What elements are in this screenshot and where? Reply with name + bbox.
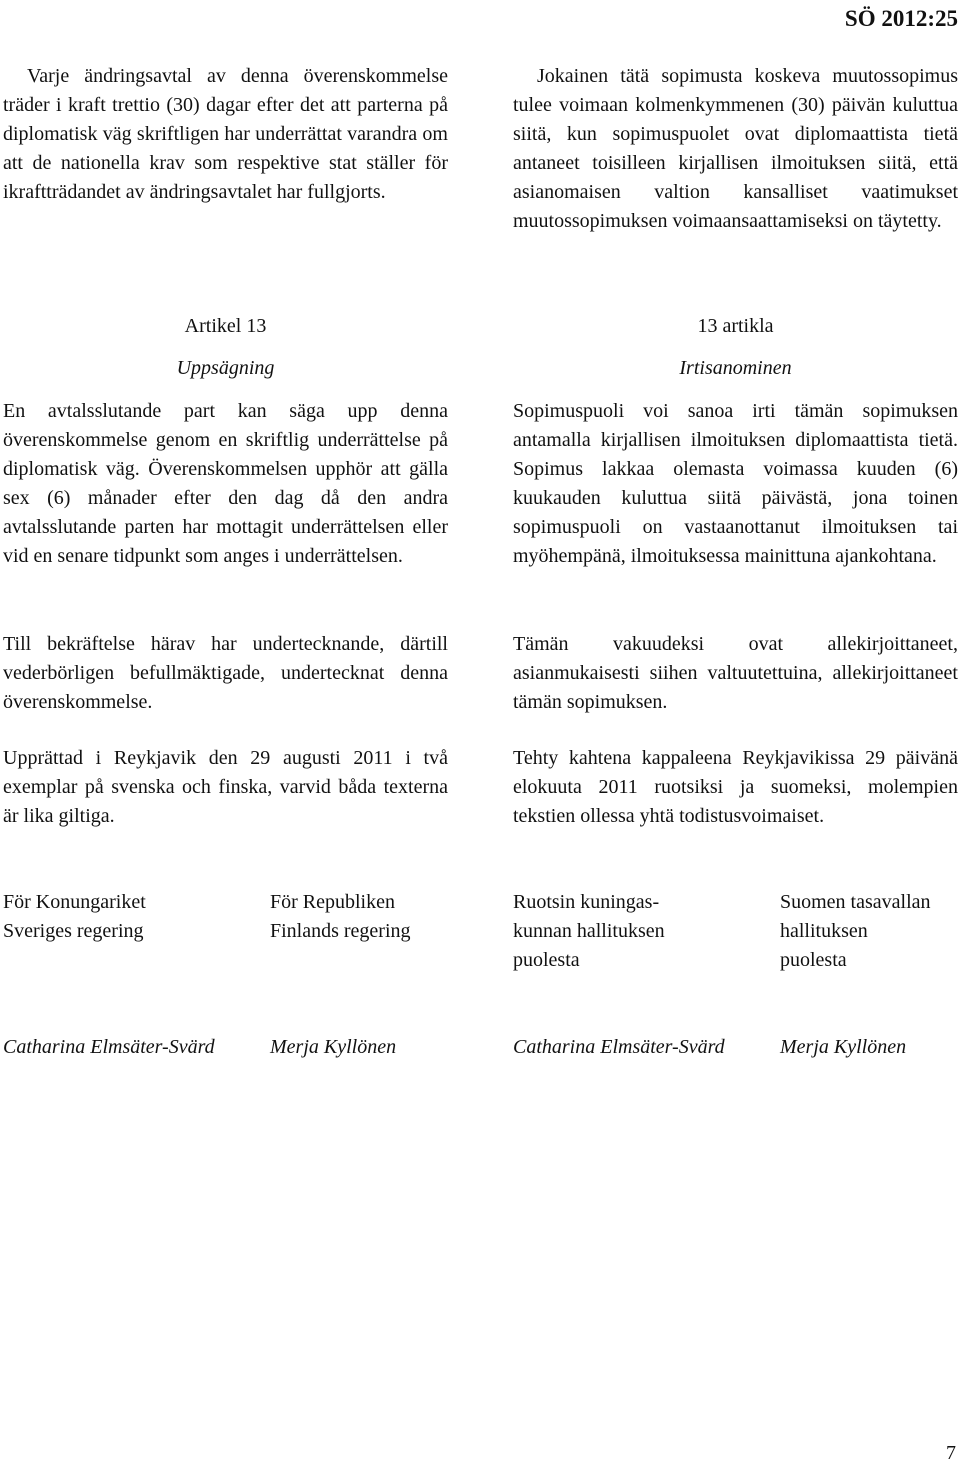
signatory-line: För Konungariket <box>3 891 146 913</box>
signer-name-sweden: Catharina Elmsäter-Svärd <box>513 1036 725 1058</box>
finnish-signatory-sweden <box>513 888 768 975</box>
signatory-line: puolesta <box>513 949 580 971</box>
swedish-article-title: Artikel 13 <box>184 315 267 337</box>
signatory-line: puolesta <box>780 949 847 971</box>
signatory-line: För Republiken <box>270 891 395 913</box>
signatory-line: Finlands regering <box>270 920 411 942</box>
swedish-article-subtitle: Uppsägning <box>176 357 275 379</box>
signatory-line: Sveriges regering <box>3 920 144 942</box>
document-reference: SÖ 2012:25 <box>844 6 958 31</box>
swedish-done-at-paragraph: Upprättad i Reykjavik den 29 augusti 2011 i två exemplar på svenska och finska, varvid båda texterna är lika giltiga. <box>3 747 448 827</box>
page-number: 7 <box>946 1442 956 1464</box>
signer-name-finland: Merja Kyllönen <box>270 1036 397 1058</box>
swedish-signatory-finland <box>270 888 470 946</box>
swedish-intro-paragraph: Varje ändringsavtal av denna överenskommelse träder i kraft trettio (30) dagar efter det att parterna på diplomatisk väg skriftligen har underrättat varandra om att de nationella krav som respektive stat ställer för ikraftträdandet av ändringsavtalet har fullgjorts. <box>3 65 448 203</box>
finnish-signatory-finland <box>780 888 960 975</box>
signer-name-finland: Merja Kyllönen <box>780 1036 907 1058</box>
signatory-line: Suomen tasavallan <box>780 891 931 913</box>
finnish-termination-paragraph: Sopimuspuoli voi sanoa irti tämän sopimuksen antamalla kirjallisen ilmoituksen diplomaattista tietä. Sopimus lakkaa olemasta voimassa kuuden (6) kuukauden kuluttua siitä päivästä, jona toinen sopimuspuoli on vastaanottanut ilmoituksen tai myöhempänä, ilmoituksessa mainittuna ajankohtana. <box>513 400 958 567</box>
signatory-line: hallituksen <box>780 920 868 942</box>
finnish-attestation-paragraph: Tämän vakuudeksi ovat allekirjoittaneet, asianmukaisesti siihen valtuutettuina, allekirjoittaneet tämän sopimuksen. <box>513 633 958 713</box>
finnish-done-at-paragraph: Tehty kahtena kappaleena Reykjavikissa 29 päivänä elokuuta 2011 ruotsiksi ja suomeksi, molempien tekstien ollessa yhtä todistusvoimaiset. <box>513 747 958 827</box>
finnish-article-title: 13 artikla <box>697 315 774 337</box>
finnish-intro-paragraph: Jokainen tätä sopimusta koskeva muutossopimus tulee voimaan kolmenkymmenen (30) päivän kuluttua siitä, kun sopimuspuolet ovat diplomaattista tietä antaneet toisilleen kirjallisen ilmoituksen siitä, että asianomaisen valtion kansalliset vaatimukset muutossopimuksen voimaansaattamiseksi on täytetty. <box>513 65 958 232</box>
signer-name-sweden: Catharina Elmsäter-Svärd <box>3 1036 215 1058</box>
swedish-termination-paragraph: En avtalsslutande part kan säga upp denna överenskommelse genom en skriftlig underrättelse på diplomatisk väg. Överenskommelsen upphör att gälla sex (6) månader efter den dag då den andra avtalsslutande parten har mottagit underrättelsen eller vid en senare tidpunkt som anges i underrättelsen. <box>3 400 448 567</box>
signatory-line: kunnan hallituksen <box>513 920 665 942</box>
finnish-article-subtitle: Irtisanominen <box>679 357 792 379</box>
swedish-signatory-sweden <box>3 888 258 946</box>
swedish-attestation-paragraph: Till bekräftelse härav har undertecknande, därtill vederbörligen befullmäktigade, undertecknat denna överenskommelse. <box>3 633 448 713</box>
signatory-line: Ruotsin kuningas- <box>513 891 660 913</box>
